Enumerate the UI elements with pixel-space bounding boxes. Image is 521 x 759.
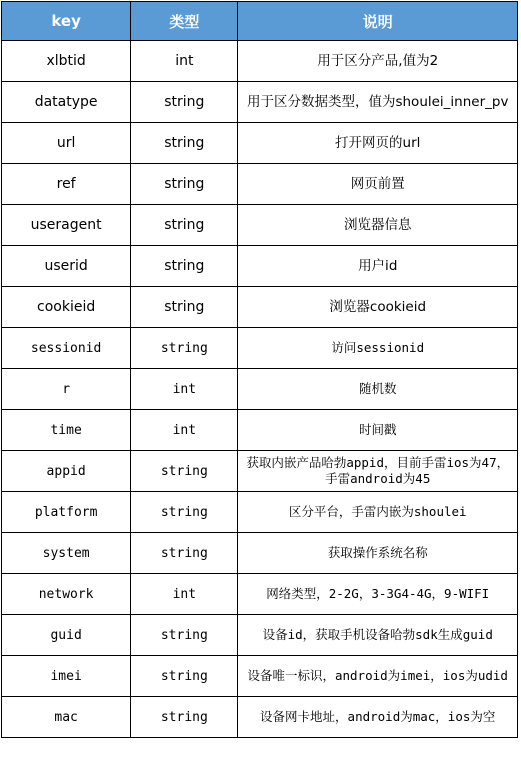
table-header-row (2, 2, 518, 41)
cell-description: 网页前置 (238, 164, 518, 205)
cell-type: string (131, 246, 238, 287)
cell-key: sessionid (2, 328, 131, 369)
cell-description: 浏览器信息 (238, 205, 518, 246)
table-row (2, 492, 518, 533)
table-row (2, 82, 518, 123)
table-row (2, 41, 518, 82)
cell-type: string (131, 82, 238, 123)
cell-key: userid (2, 246, 131, 287)
table-row (2, 328, 518, 369)
cell-type: string (131, 287, 238, 328)
table-row (2, 205, 518, 246)
table-row (2, 697, 518, 738)
cell-description: 用户id (238, 246, 518, 287)
cell-key: appid (2, 451, 131, 492)
table-row (2, 533, 518, 574)
cell-type: string (131, 205, 238, 246)
cell-description: 网络类型，2-2G，3-3G4-4G，9-WIFI (238, 574, 518, 615)
cell-description: 随机数 (238, 369, 518, 410)
cell-type: string (131, 164, 238, 205)
cell-key: cookieid (2, 287, 131, 328)
cell-description: 设备唯一标识，android为imei，ios为udid (238, 656, 518, 697)
cell-key: guid (2, 615, 131, 656)
cell-type: string (131, 656, 238, 697)
header-key: key (2, 2, 131, 41)
cell-type: string (131, 697, 238, 738)
cell-description: 访问sessionid (238, 328, 518, 369)
cell-type: string (131, 123, 238, 164)
cell-type: string (131, 328, 238, 369)
cell-description: 设备id，获取手机设备哈勃sdk生成guid (238, 615, 518, 656)
table-row (2, 410, 518, 451)
cell-key: xlbtid (2, 41, 131, 82)
cell-description: 设备网卡地址，android为mac，ios为空 (238, 697, 518, 738)
cell-description: 区分平台，手雷内嵌为shoulei (238, 492, 518, 533)
cell-key: platform (2, 492, 131, 533)
table-row (2, 369, 518, 410)
cell-key: network (2, 574, 131, 615)
table-row (2, 656, 518, 697)
cell-description: 浏览器cookieid (238, 287, 518, 328)
cell-description: 获取操作系统名称 (238, 533, 518, 574)
cell-description: 时间戳 (238, 410, 518, 451)
cell-description: 获取内嵌产品哈勃appid，目前手雷ios为47，手雷android为45 (238, 451, 518, 492)
table-row (2, 287, 518, 328)
cell-type: string (131, 492, 238, 533)
cell-key: r (2, 369, 131, 410)
cell-type: int (131, 41, 238, 82)
table-row (2, 451, 518, 492)
table-row (2, 615, 518, 656)
header-type: 类型 (131, 2, 238, 41)
cell-key: url (2, 123, 131, 164)
cell-type: int (131, 369, 238, 410)
table-row (2, 164, 518, 205)
table-row (2, 123, 518, 164)
cell-key: datatype (2, 82, 131, 123)
cell-type: int (131, 410, 238, 451)
cell-description: 用于区分数据类型，值为shoulei_inner_pv (238, 82, 518, 123)
cell-key: ref (2, 164, 131, 205)
cell-type: int (131, 574, 238, 615)
cell-description: 打开网页的url (238, 123, 518, 164)
header-description: 说明 (238, 2, 518, 41)
cell-key: imei (2, 656, 131, 697)
cell-key: mac (2, 697, 131, 738)
cell-key: system (2, 533, 131, 574)
cell-key: useragent (2, 205, 131, 246)
table-row (2, 574, 518, 615)
cell-type: string (131, 451, 238, 492)
cell-type: string (131, 533, 238, 574)
cell-description: 用于区分产品,值为2 (238, 41, 518, 82)
table-row (2, 246, 518, 287)
field-spec-table (1, 1, 518, 738)
cell-type: string (131, 615, 238, 656)
cell-key: time (2, 410, 131, 451)
